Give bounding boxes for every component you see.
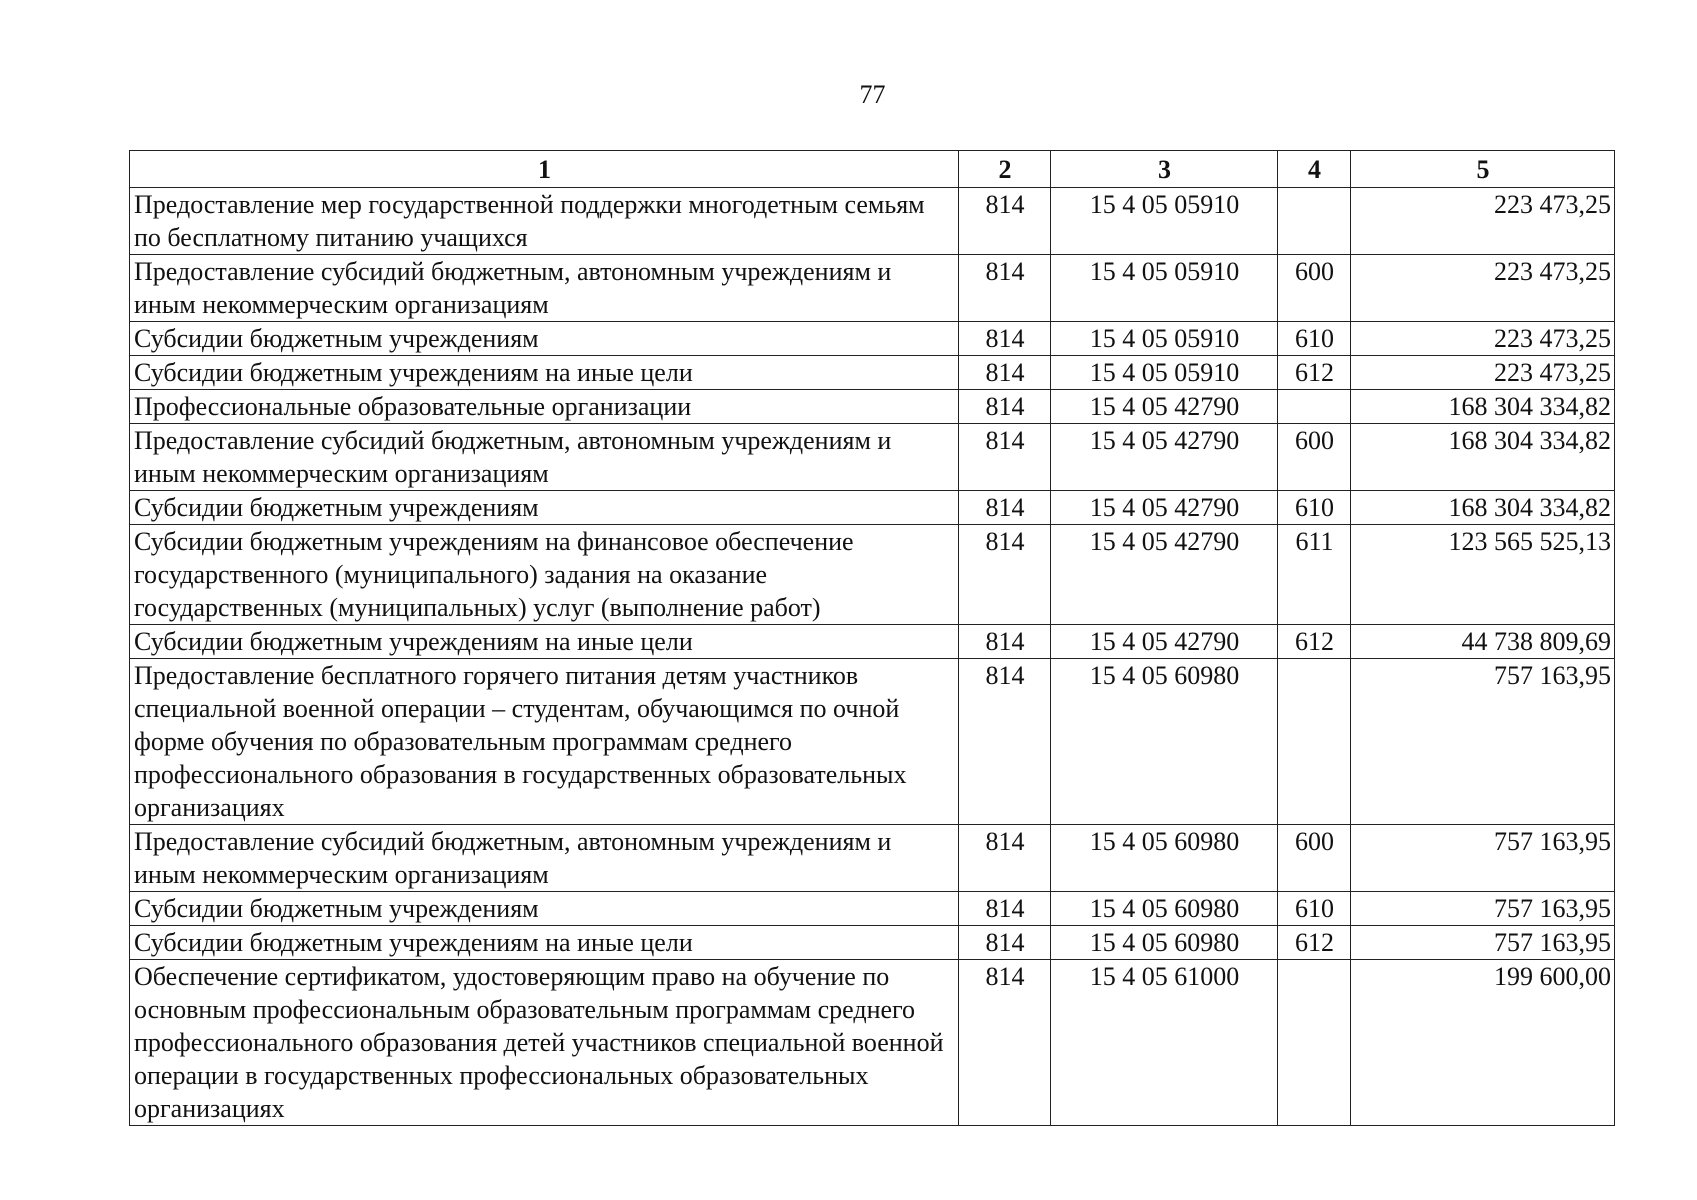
row-name-cell: Предоставление субсидий бюджетным, автономным учреждениям и иным некоммерческим организациям: [130, 825, 959, 892]
row-code-cell: 814: [959, 960, 1051, 1126]
row-target-article-cell: 15 4 05 42790: [1051, 525, 1278, 625]
row-amount-cell: 223 473,25: [1351, 322, 1615, 356]
row-amount-cell: 757 163,95: [1351, 892, 1615, 926]
table-row: [130, 390, 1615, 424]
row-expense-type-cell: [1278, 659, 1351, 825]
table-row: [130, 892, 1615, 926]
row-target-article-cell: 15 4 05 05910: [1051, 322, 1278, 356]
header-col-5: 5: [1351, 151, 1615, 188]
row-amount-cell: 168 304 334,82: [1351, 390, 1615, 424]
row-target-article-cell: 15 4 05 60980: [1051, 926, 1278, 960]
table-row: [130, 659, 1615, 825]
row-amount-cell: 168 304 334,82: [1351, 424, 1615, 491]
row-name-cell: Предоставление мер государственной поддержки многодетным семьям по бесплатному питанию учащихся: [130, 188, 959, 255]
row-code-cell: 814: [959, 926, 1051, 960]
table-body: [130, 188, 1615, 1126]
row-name-cell: Субсидии бюджетным учреждениям на иные цели: [130, 926, 959, 960]
row-amount-cell: 168 304 334,82: [1351, 491, 1615, 525]
row-expense-type-cell: 600: [1278, 424, 1351, 491]
row-expense-type-cell: 612: [1278, 625, 1351, 659]
row-expense-type-cell: 610: [1278, 892, 1351, 926]
row-name-cell: Профессиональные образовательные организации: [130, 390, 959, 424]
row-amount-cell: 757 163,95: [1351, 926, 1615, 960]
row-code-cell: 814: [959, 525, 1051, 625]
row-amount-cell: 757 163,95: [1351, 825, 1615, 892]
row-code-cell: 814: [959, 424, 1051, 491]
table-row: [130, 825, 1615, 892]
table-header: [130, 151, 1615, 188]
header-col-4: 4: [1278, 151, 1351, 188]
header-col-3: 3: [1051, 151, 1278, 188]
row-code-cell: 814: [959, 322, 1051, 356]
header-col-1: 1: [130, 151, 959, 188]
row-expense-type-cell: 610: [1278, 322, 1351, 356]
row-expense-type-cell: 611: [1278, 525, 1351, 625]
row-name-cell: Субсидии бюджетным учреждениям: [130, 322, 959, 356]
row-target-article-cell: 15 4 05 61000: [1051, 960, 1278, 1126]
header-row: [130, 151, 1615, 188]
row-name-cell: Субсидии бюджетным учреждениям на финансовое обеспечение государственного (муниципального) задания на оказание государственных (муниципальных) услуг (выполнение работ): [130, 525, 959, 625]
row-name-cell: Предоставление субсидий бюджетным, автономным учреждениям и иным некоммерческим организациям: [130, 424, 959, 491]
row-amount-cell: 223 473,25: [1351, 188, 1615, 255]
table-row: [130, 255, 1615, 322]
row-name-cell: Субсидии бюджетным учреждениям: [130, 491, 959, 525]
row-amount-cell: 757 163,95: [1351, 659, 1615, 825]
row-name-cell: Субсидии бюджетным учреждениям на иные цели: [130, 625, 959, 659]
table-row: [130, 625, 1615, 659]
table-row: [130, 960, 1615, 1126]
table-row: [130, 356, 1615, 390]
row-expense-type-cell: 600: [1278, 825, 1351, 892]
row-name-cell: Предоставление бесплатного горячего питания детям участников специальной военной операции – студентам, обучающимся по очной форме обучения по образовательным программам среднего профессионального образования в государственных образовательных организациях: [130, 659, 959, 825]
row-code-cell: 814: [959, 255, 1051, 322]
row-code-cell: 814: [959, 625, 1051, 659]
row-code-cell: 814: [959, 356, 1051, 390]
row-name-cell: Субсидии бюджетным учреждениям: [130, 892, 959, 926]
row-target-article-cell: 15 4 05 42790: [1051, 424, 1278, 491]
row-code-cell: 814: [959, 825, 1051, 892]
row-amount-cell: 199 600,00: [1351, 960, 1615, 1126]
row-code-cell: 814: [959, 491, 1051, 525]
row-amount-cell: 123 565 525,13: [1351, 525, 1615, 625]
row-target-article-cell: 15 4 05 05910: [1051, 188, 1278, 255]
table-row: [130, 322, 1615, 356]
row-code-cell: 814: [959, 659, 1051, 825]
row-expense-type-cell: 600: [1278, 255, 1351, 322]
table-row: [130, 491, 1615, 525]
row-name-cell: Субсидии бюджетным учреждениям на иные цели: [130, 356, 959, 390]
row-expense-type-cell: 610: [1278, 491, 1351, 525]
row-target-article-cell: 15 4 05 42790: [1051, 390, 1278, 424]
table-row: [130, 424, 1615, 491]
row-expense-type-cell: 612: [1278, 356, 1351, 390]
row-target-article-cell: 15 4 05 05910: [1051, 356, 1278, 390]
row-target-article-cell: 15 4 05 60980: [1051, 892, 1278, 926]
row-target-article-cell: 15 4 05 60980: [1051, 659, 1278, 825]
table-row: [130, 188, 1615, 255]
row-name-cell: Обеспечение сертификатом, удостоверяющим право на обучение по основным профессиональным образовательным программам среднего профессионального образования детей участников специальной военной операции в государственных профессиональных образовательных организациях: [130, 960, 959, 1126]
row-code-cell: 814: [959, 188, 1051, 255]
row-target-article-cell: 15 4 05 60980: [1051, 825, 1278, 892]
row-target-article-cell: 15 4 05 42790: [1051, 491, 1278, 525]
budget-table: [129, 150, 1615, 1126]
row-code-cell: 814: [959, 892, 1051, 926]
row-expense-type-cell: [1278, 960, 1351, 1126]
row-amount-cell: 44 738 809,69: [1351, 625, 1615, 659]
row-expense-type-cell: [1278, 188, 1351, 255]
row-expense-type-cell: [1278, 390, 1351, 424]
row-expense-type-cell: 612: [1278, 926, 1351, 960]
row-amount-cell: 223 473,25: [1351, 255, 1615, 322]
row-name-cell: Предоставление субсидий бюджетным, автономным учреждениям и иным некоммерческим организациям: [130, 255, 959, 322]
row-target-article-cell: 15 4 05 42790: [1051, 625, 1278, 659]
row-target-article-cell: 15 4 05 05910: [1051, 255, 1278, 322]
page-number: 77: [859, 80, 886, 109]
table-row: [130, 525, 1615, 625]
row-code-cell: 814: [959, 390, 1051, 424]
header-col-2: 2: [959, 151, 1051, 188]
table-row: [130, 926, 1615, 960]
row-amount-cell: 223 473,25: [1351, 356, 1615, 390]
